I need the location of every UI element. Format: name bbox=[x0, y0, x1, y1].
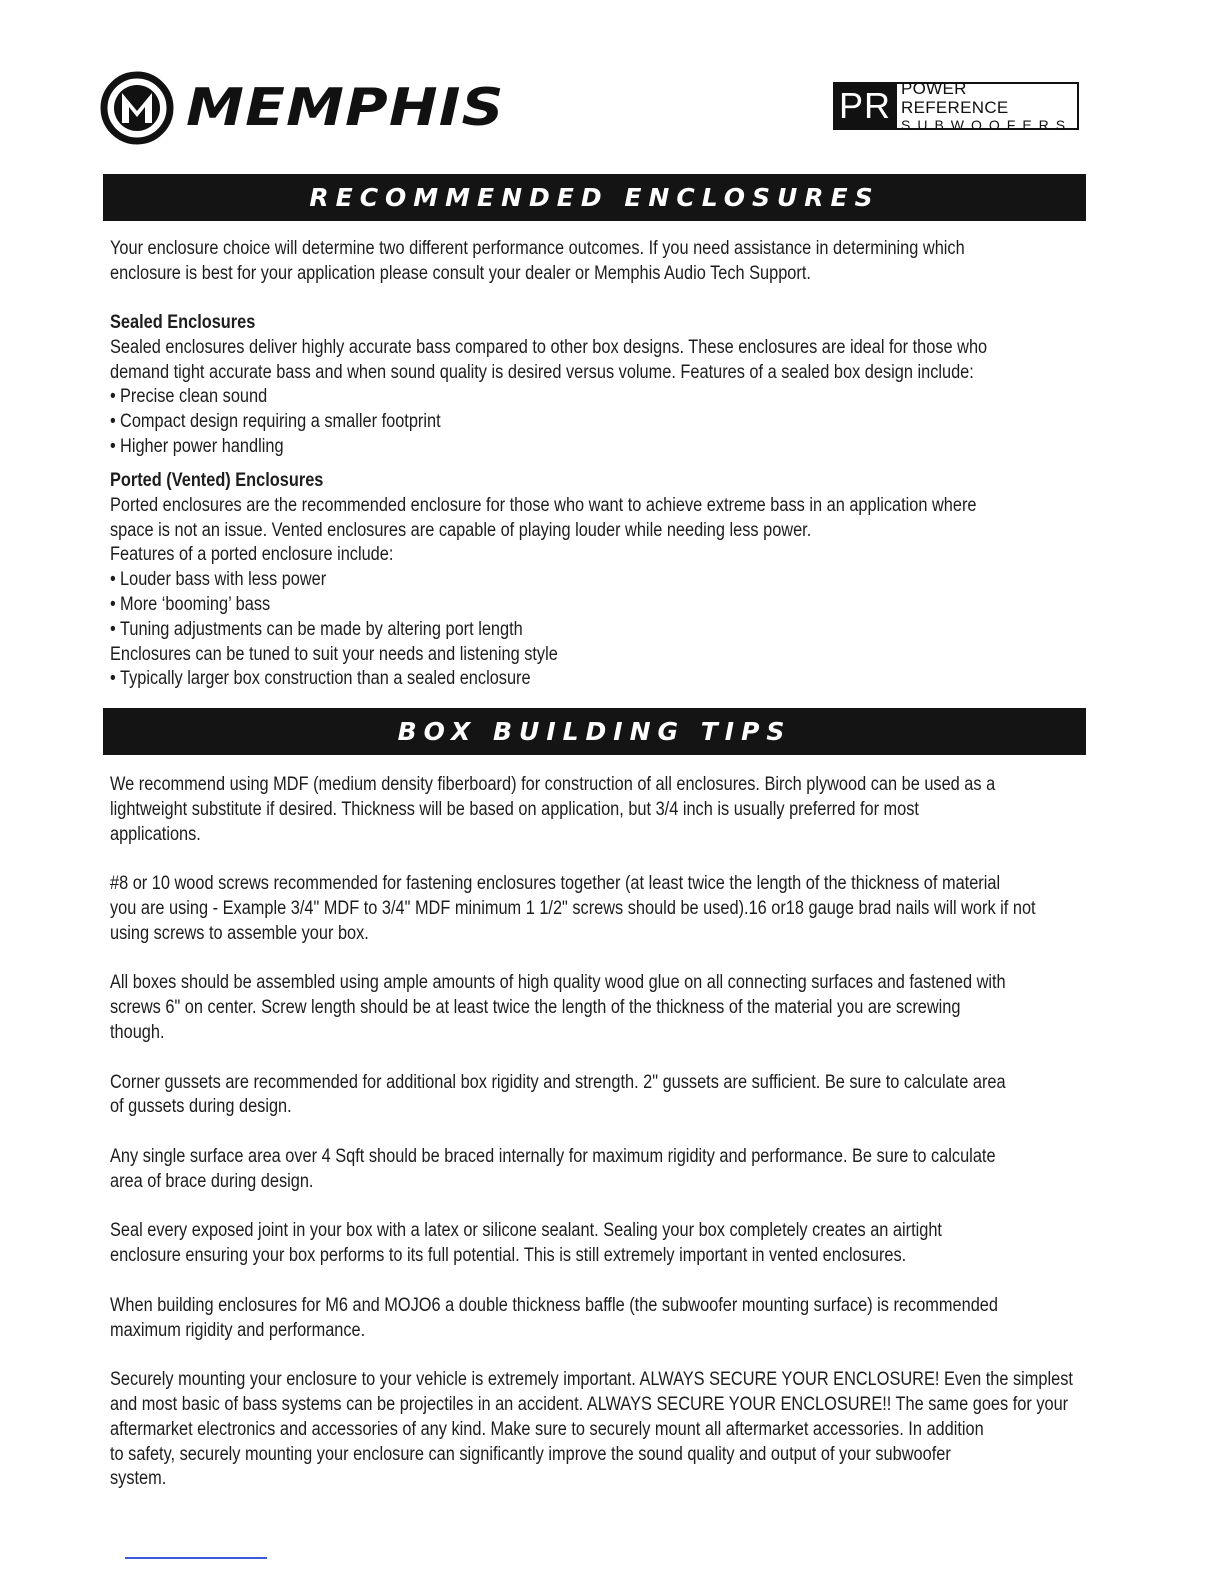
tip-line: When building enclosures for M6 and MOJO6 a double thickness baffle (the subwoofer mounting surface) is recommended bbox=[110, 1294, 998, 1316]
tip-line: Seal every exposed joint in your box with a latex or silicone sealant. Sealing your box completely creates an airtight bbox=[110, 1220, 942, 1242]
sealed-line: demand tight accurate bass and when sound quality is desired versus volume. Features of a sealed box design include: bbox=[110, 361, 974, 383]
tip-line: screws 6" on center. Screw length should be at least twice the length of the thickness of the material you are screwing bbox=[110, 997, 961, 1019]
tip-line: you are using - Example 3/4" MDF to 3/4" MDF minimum 1 1/2" screws should be used).16 or18 gauge brad nails will work if not bbox=[110, 897, 1036, 919]
intro-line: Your enclosure choice will determine two different performance outcomes. If you need assistance in determining which bbox=[110, 238, 965, 259]
sealed-enclosures-section bbox=[110, 311, 1110, 460]
ported-bullet: • Typically larger box construction than a sealed enclosure bbox=[110, 667, 531, 692]
ported-bullet: • More ‘booming’ bass bbox=[110, 593, 270, 618]
ported-line: Features of a ported enclosure include: bbox=[110, 544, 394, 566]
sealed-bullet: • Precise clean sound bbox=[110, 385, 267, 410]
tip-line: maximum rigidity and performance. bbox=[110, 1319, 366, 1341]
tip-paragraph bbox=[110, 1368, 1110, 1492]
tip-line: #8 or 10 wood screws recommended for fastening enclosures together (at least twice the length of the thickness of material bbox=[110, 873, 1001, 895]
ported-bullet: • Tuning adjustments can be made by altering port length bbox=[110, 618, 523, 643]
tip-line: aftermarket electronics and accessories of any kind. Make sure to securely mount all aftermarket accessories. In addition bbox=[110, 1418, 984, 1440]
tip-line: area of brace during design. bbox=[110, 1170, 314, 1192]
ported-bullet: • Louder bass with less power bbox=[110, 568, 326, 593]
tip-line: Corner gussets are recommended for additional box rigidity and strength. 2" gussets are sufficient. Be sure to calculate area bbox=[110, 1071, 1006, 1093]
intro-line: enclosure is best for your application please consult your dealer or Memphis Audio Tech Support. bbox=[110, 262, 811, 284]
tip-line: using screws to assemble your box. bbox=[110, 922, 369, 944]
sealed-heading: Sealed Enclosures bbox=[110, 312, 256, 333]
tip-line: All boxes should be assembled using ample amounts of high quality wood glue on all connecting surfaces and fastened with bbox=[110, 972, 1006, 994]
tip-paragraph bbox=[110, 1219, 1110, 1269]
ported-note: Enclosures can be tuned to suit your needs and listening style bbox=[110, 643, 558, 665]
tip-paragraph bbox=[110, 872, 1110, 946]
section-title-box-building-tips: BOX BUILDING TIPS bbox=[103, 708, 1086, 755]
tip-paragraph bbox=[110, 971, 1110, 1045]
badge-line-2: SUBWOOFERS bbox=[901, 117, 1073, 133]
tip-paragraph bbox=[110, 773, 1110, 847]
enclosures-intro bbox=[110, 237, 1110, 287]
badge-abbr: PR bbox=[833, 82, 897, 130]
tip-line: though. bbox=[110, 1021, 165, 1043]
badge-text bbox=[897, 79, 1079, 133]
product-line-badge bbox=[833, 79, 1079, 133]
memphis-m-logo-icon bbox=[100, 71, 174, 145]
tip-paragraph bbox=[110, 1071, 1110, 1121]
ported-line: Ported enclosures are the recommended enclosure for those who want to achieve extreme bass in an application where bbox=[110, 494, 977, 516]
ported-heading: Ported (Vented) Enclosures bbox=[110, 470, 324, 491]
tip-paragraph bbox=[110, 1145, 1110, 1195]
ported-line: space is not an issue. Vented enclosures are capable of playing louder while needing less power. bbox=[110, 519, 812, 541]
badge-line-1: POWER REFERENCE bbox=[901, 79, 1009, 117]
footer-rule bbox=[125, 1557, 267, 1559]
tip-line: Securely mounting your enclosure to your vehicle is extremely important. ALWAYS SECURE YOUR ENCLOSURE! Even the simplest bbox=[110, 1369, 1073, 1391]
brand-name: MEMPHIS bbox=[186, 78, 505, 138]
ported-enclosures-section bbox=[110, 469, 1110, 692]
sealed-bullet: • Higher power handling bbox=[110, 435, 284, 460]
section-title-enclosures: RECOMMENDED ENCLOSURES bbox=[103, 174, 1086, 221]
tip-line: applications. bbox=[110, 823, 201, 845]
box-building-tips bbox=[110, 773, 1110, 1517]
tip-line: of gussets during design. bbox=[110, 1096, 292, 1118]
tip-line: enclosure ensuring your box performs to its full potential. This is still extremely important in vented enclosures. bbox=[110, 1245, 907, 1267]
tip-paragraph bbox=[110, 1294, 1110, 1344]
tip-line: and most basic of bass systems can be projectiles in an accident. ALWAYS SECURE YOUR ENCLOSURE!! The same goes for your bbox=[110, 1393, 1069, 1415]
sealed-line: Sealed enclosures deliver highly accurate bass compared to other box designs. These enclosures are ideal for those who bbox=[110, 336, 988, 358]
tip-line: Any single surface area over 4 Sqft should be braced internally for maximum rigidity and performance. Be sure to calculate bbox=[110, 1145, 996, 1167]
tip-line: lightweight substitute if desired. Thickness will be based on application, but 3/4 inch is usually preferred for most bbox=[110, 798, 919, 820]
tip-line: We recommend using MDF (medium density fiberboard) for construction of all enclosures. Birch plywood can be used as a bbox=[110, 774, 996, 795]
brand-logo bbox=[100, 72, 505, 144]
sealed-bullet: • Compact design requiring a smaller footprint bbox=[110, 410, 441, 435]
tip-line: to safety, securely mounting your enclosure can significantly improve the sound quality and output of your subwoofer bbox=[110, 1443, 951, 1465]
tip-line: system. bbox=[110, 1468, 167, 1490]
